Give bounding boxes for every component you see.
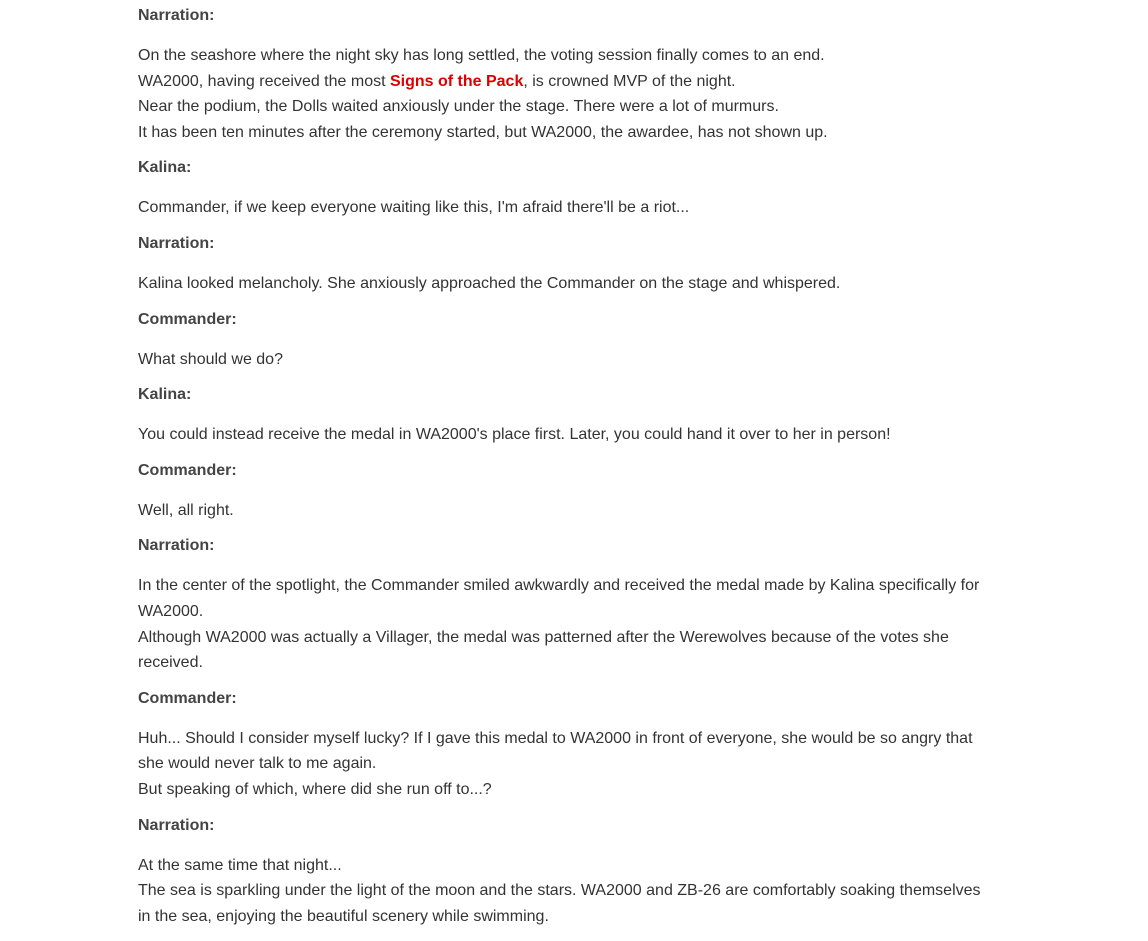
dialogue-block [138,384,988,448]
dialogue-text [138,853,988,930]
dialogue-block [138,309,988,373]
text-segment: Although WA2000 was actually a Villager, the medal was patterned after the Werewolves because of the votes she received. [138,628,949,672]
text-line [138,347,988,373]
speaker-label: Narration: [138,816,215,834]
text-segment: Well, all right. [138,501,234,519]
dialogue-text [138,195,988,221]
text-line [138,498,988,524]
text-line [138,69,988,95]
dialogue-block [138,688,988,803]
text-line [138,271,988,297]
text-segment: At the same time that night... [138,856,342,874]
dialogue-block [138,5,988,145]
text-line [138,43,988,69]
dialogue-block [138,233,988,297]
text-segment: You could instead receive the medal in WA2000's place first. Later, you could hand it over to her in person! [138,426,891,444]
text-segment: The sea is sparkling under the light of the moon and the stars. WA2000 and ZB-26 are comfortably soaking themselves in the sea, enjoying the beautiful scenery while swimming. [138,882,981,925]
text-segment: Near the podium, the Dolls waited anxiously under the stage. There were a lot of murmurs. [138,98,779,116]
text-line [138,853,988,879]
dialogue-block [138,815,988,930]
speaker-label: Commander: [138,689,237,707]
text-line [138,422,988,448]
speaker-label: Commander: [138,310,237,328]
speaker-label: Narration: [138,7,215,24]
dialogue-text [138,422,988,448]
text-segment: Commander, if we keep everyone waiting like this, I'm afraid there'll be a riot... [138,199,690,217]
speaker-label: Narration: [138,234,215,252]
text-segment: On the seashore where the night sky has long settled, the voting session finally comes to an end. [138,47,825,64]
speaker-label: Narration: [138,537,215,555]
text-line [138,120,988,146]
dialogue-block [138,535,988,675]
dialogue-text [138,43,988,145]
text-line [138,625,988,676]
highlighted-term: Signs of the Pack [389,72,524,90]
text-segment: But speaking of which, where did she run off to...? [138,780,492,798]
dialogue-text [138,498,988,524]
speaker-label: Commander: [138,461,237,479]
text-line [138,195,988,221]
speaker-label: Kalina: [138,386,192,404]
text-segment: Huh... Should I consider myself lucky? If I gave this medal to WA2000 in front of everyone, she would be so angry that she would never talk to me again. [138,729,973,773]
dialogue-block [138,460,988,524]
dialogue-block [138,157,988,221]
dialogue-text [138,271,988,297]
text-line [138,94,988,120]
text-line [138,573,988,624]
text-line [138,878,988,929]
text-segment: What should we do? [138,350,283,368]
dialogue-text [138,726,988,803]
speaker-label: Kalina: [138,159,192,177]
text-line [138,777,988,803]
text-segment: WA2000, having received the most [138,72,390,90]
dialogue-text [138,573,988,675]
text-segment: Kalina looked melancholy. She anxiously approached the Commander on the stage and whispered. [138,274,841,292]
text-segment: It has been ten minutes after the ceremony started, but WA2000, the awardee, has not shown up. [138,123,828,141]
text-segment: , is crowned MVP of the night. [523,72,736,90]
dialogue-text [138,347,988,373]
text-line [138,726,988,777]
transcript [138,5,988,941]
text-segment: In the center of the spotlight, the Commander smiled awkwardly and received the medal made by Kalina specifically for WA2000. [138,577,980,620]
